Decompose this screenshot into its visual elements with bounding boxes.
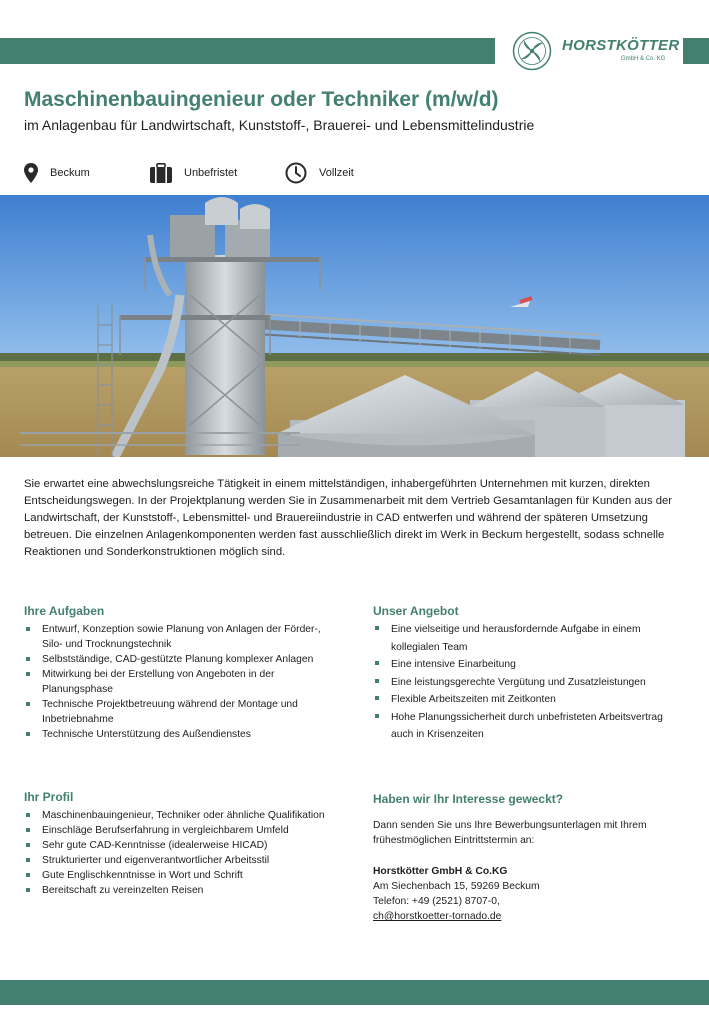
- intro-text: [24, 476, 686, 561]
- meta-location-label: Beckum: [50, 167, 90, 179]
- list-item: Bereitschaft zu vereinzelten Reisen: [24, 883, 344, 898]
- list-item: Eine intensive Einarbeitung: [373, 656, 688, 674]
- contact-company: Horstkötter GmbH & Co.KG: [373, 866, 508, 877]
- location-pin-icon: [24, 163, 38, 183]
- briefcase-icon: [150, 163, 172, 183]
- list-item: Strukturierter und eigenverantwortlicher Arbeitsstil: [24, 853, 344, 868]
- contact-phone: Telefon: +49 (2521) 8707-0,: [373, 896, 500, 907]
- meta-hours-label: Vollzeit: [319, 167, 354, 179]
- list-item: Gute Englischkenntnisse in Wort und Schrift: [24, 868, 344, 883]
- tornado-logo-icon: [512, 31, 552, 71]
- aufgaben-list: [24, 622, 344, 742]
- section-angebot: [373, 604, 688, 744]
- list-item: Technische Unterstützung des Außendienstes: [24, 727, 344, 742]
- angebot-heading: Unser Angebot: [373, 604, 459, 618]
- contact-email-link[interactable]: ch@horstkoetter-tornado.de: [373, 911, 502, 922]
- meta-contract-label: Unbefristet: [184, 167, 238, 179]
- header-bar: [0, 38, 495, 64]
- list-item: Sehr gute CAD-Kenntnisse (idealerweise HICAD): [24, 838, 344, 853]
- header-bar-right: [683, 38, 709, 64]
- brand-name: HORSTKÖTTER: [562, 37, 680, 54]
- section-aufgaben: [24, 604, 344, 742]
- list-item: Einschläge Berufserfahrung in vergleichbarem Umfeld: [24, 823, 344, 838]
- contact-block: [373, 818, 693, 924]
- meta-contract: [150, 160, 237, 186]
- profil-heading: Ihr Profil: [24, 790, 74, 804]
- list-item: Eine leistungsgerechte Vergütung und Zusatzleistungen: [373, 674, 688, 692]
- intro-paragraph: Sie erwartet eine abwechslungsreiche Tätigkeit in einem mittelständigen, inhabergeführten Unternehmen mit kurzen, direkten Entscheidungswegen. In der Projektplanung werden Sie in Zusammenarbeit mit dem Vertrieb Gesamtanlagen für Kunden aus der Landwirtschaft, der Kunststoff-, Lebensmittel- und Brauereiindustrie in CAD entwerfen und während der späteren Umsetzung betreuen. Die einzelnen Anlagenkomponenten werden fast ausschließlich direkt im Werk in Beckum hergestellt, sodass schnelle Reaktionen und Sonderkonstruktionen möglich sind.: [24, 478, 673, 558]
- angebot-list: [373, 621, 688, 744]
- list-item: Selbstständige, CAD-gestützte Planung komplexer Anlagen: [24, 652, 344, 667]
- hero-photo-silos: [0, 195, 709, 457]
- meta-location: [24, 160, 90, 186]
- list-item: Entwurf, Konzeption sowie Planung von Anlagen der Förder-, Silo- und Trocknungstechnik: [24, 622, 344, 652]
- section-profil: [24, 790, 344, 898]
- clock-icon: [285, 162, 307, 184]
- list-item: Technische Projektbetreuung während der Montage und Inbetriebnahme: [24, 697, 344, 727]
- list-item: Mitwirkung bei der Erstellung von Angeboten in der Planungsphase: [24, 667, 344, 697]
- list-item: Hohe Planungssicherheit durch unbefristeten Arbeitsvertrag auch in Krisenzeiten: [373, 709, 688, 744]
- profil-list: [24, 808, 344, 898]
- job-title: Maschinenbauingenieur oder Techniker (m/w/d): [24, 88, 499, 111]
- brand-subline: GmbH & Co. KG: [621, 56, 666, 62]
- job-subtitle: im Anlagenbau für Landwirtschaft, Kunststoff-, Brauerei- und Lebensmittelindustrie: [24, 117, 535, 133]
- contact-street: Am Siechenbach 15, 59269 Beckum: [373, 881, 540, 892]
- aufgaben-heading: Ihre Aufgaben: [24, 604, 105, 618]
- list-item: Maschinenbauingenieur, Techniker oder ähnliche Qualifikation: [24, 808, 344, 823]
- list-item: Eine vielseitige und herausfordernde Aufgabe in einem kollegialen Team: [373, 621, 688, 656]
- interesse-text: Dann senden Sie uns Ihre Bewerbungsunterlagen mit Ihrem frühestmöglichen Eintrittstermin an:: [373, 820, 647, 846]
- footer-bar: [0, 980, 709, 1005]
- meta-hours: [285, 160, 354, 186]
- list-item: Flexible Arbeitszeiten mit Zeitkonten: [373, 691, 688, 709]
- interesse-heading: Haben wir Ihr Interesse geweckt?: [373, 792, 564, 806]
